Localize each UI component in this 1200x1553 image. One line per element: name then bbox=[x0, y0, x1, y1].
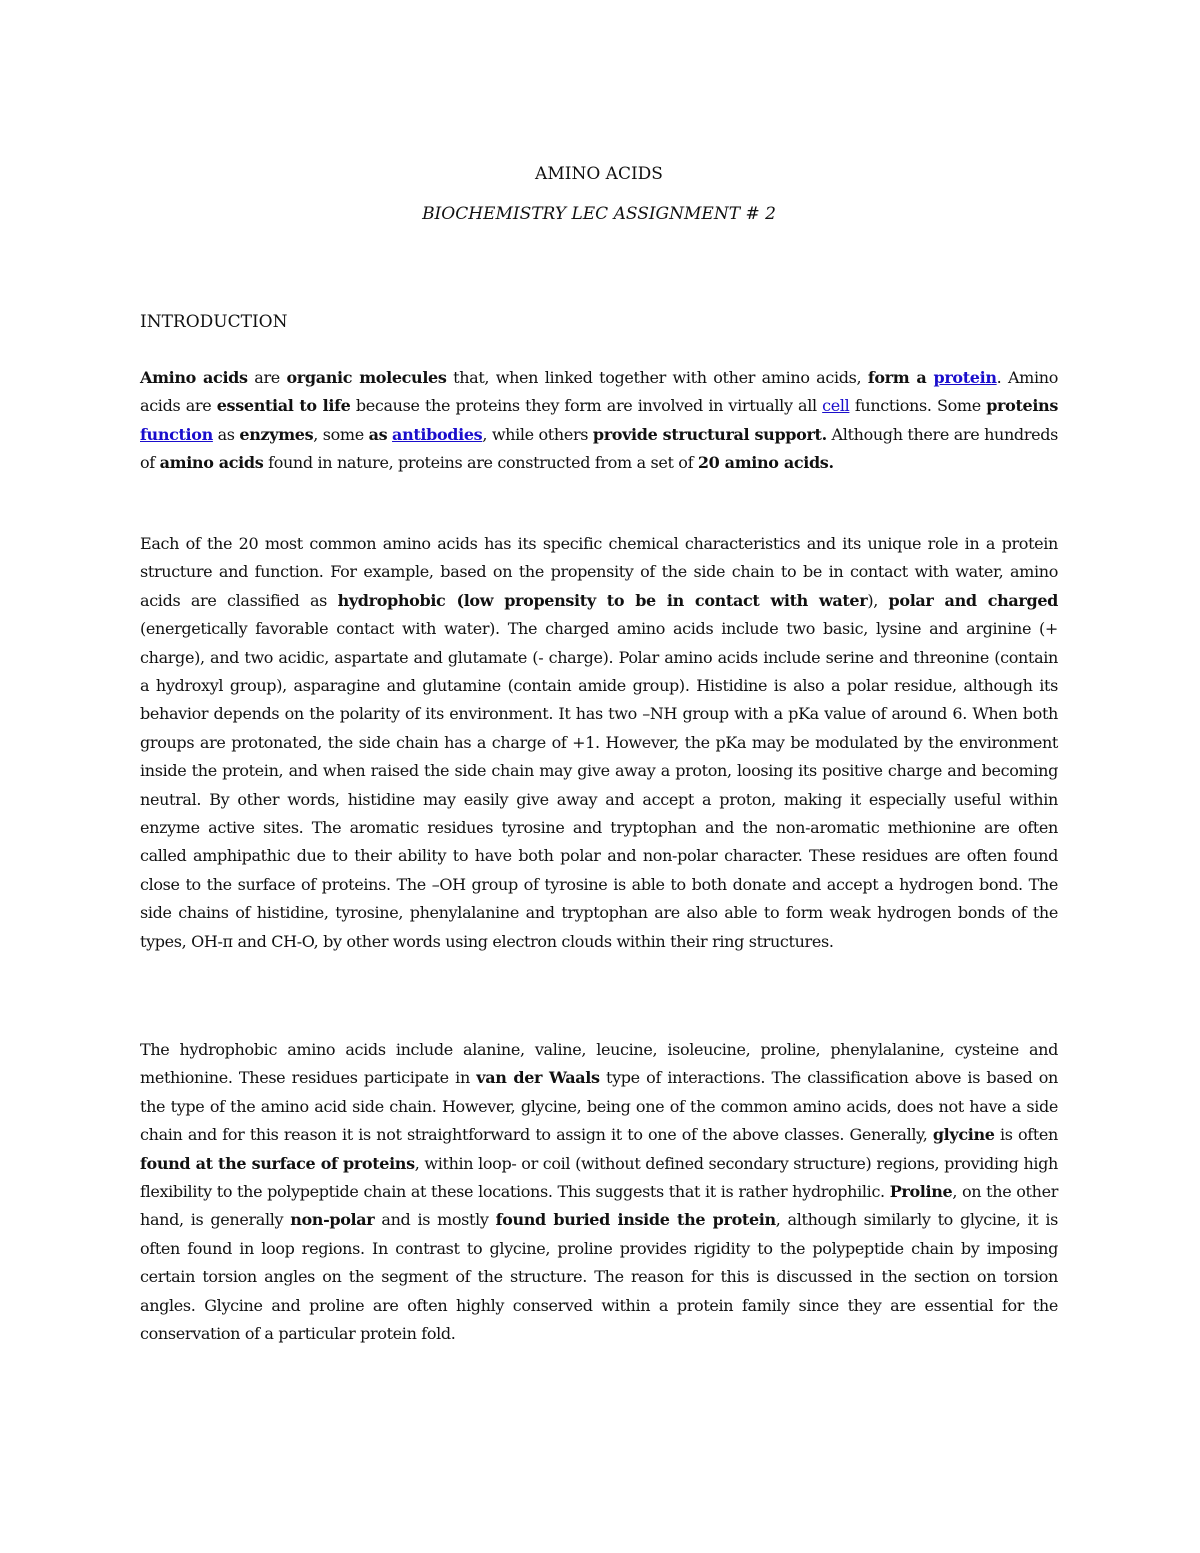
document-subtitle: BIOCHEMISTRY LEC ASSIGNMENT # 2 bbox=[422, 204, 776, 224]
term-found-at-surface: found at the surface of proteins bbox=[140, 1153, 415, 1173]
term-proteins: proteins bbox=[986, 396, 1058, 416]
text-run: (energetically favorable contact with water). The charged amino acids include two basic, lysine and arginine (+ charge), and two acidic, aspartate and glutamate (- charge). Polar amino acids include serine and threonine (contain a hydroxyl group), asparagine and glutamine (contain amide group). Histidine is also a polar residue, although its behavior depends on the polarity of its environment. It has two –NH group with a pKa value of around 6. When both groups are protonated, the side chain has a charge of +1. However, the pKa may be modulated by the environment inside the protein, and when raised the side chain may give away a proton, loosing its positive charge and becoming neutral. By other words, histidine may easily give away and accept a proton, making it especially useful within enzyme active sites. The aromatic residues tyrosine and tryptophan and the non-aromatic methionine are often called amphipathic due to their ability to have both polar and non-polar character. These residues are often found close to the surface of proteins. The –OH group of tyrosine is able to both donate and accept a hydrogen bond. The side chains of histidine, tyrosine, phenylalanine and tryptophan are also able to form weak hydrogen bonds of the types, OH-π and CH-O, by other words using electron clouds within their ring structures. bbox=[140, 619, 1058, 951]
text-run: Each of the 20 most common amino acids has its specific chemical characteristics and its unique role in a protein structure and function. For example, based on the propensity of the side chain to be in contact with water, amino acids are classified as bbox=[140, 534, 1058, 610]
term-hydrophobic: hydrophobic (low propensity to be in contact with water bbox=[337, 590, 868, 610]
text-run: , on the other hand, is generally bbox=[140, 1182, 1058, 1230]
paragraph-introduction bbox=[140, 364, 1058, 478]
text-run: and is mostly bbox=[374, 1210, 496, 1230]
paragraph-hydrophobic bbox=[140, 1036, 1058, 1348]
paragraph-classification bbox=[140, 530, 1058, 956]
text-run: type of interactions. The classification above is based on the type of the amino acid side chain. However, glycine, being one of the common amino acids, does not have a side chain and for this reason it is not straightforward to assign it to one of the above classes. Generally, bbox=[140, 1068, 1058, 1145]
text-run: , within loop- or coil (without defined secondary structure) regions, providing high flexibility to the polypeptide chain at these locations. This suggests that it is rather hydrophilic. bbox=[140, 1153, 1059, 1202]
text-run: Although there are hundreds of bbox=[140, 424, 1058, 473]
term-found-buried: found buried inside the protein bbox=[495, 1210, 776, 1230]
term-organic-molecules: organic molecules bbox=[286, 368, 447, 387]
text-run: . Amino acids are bbox=[140, 368, 1058, 416]
term-glycine: glycine bbox=[932, 1125, 995, 1145]
text-run: , although similarly to glycine, it is often found in loop regions. In contrast to glycine, proline provides rigidity to the polypeptide chain by imposing certain torsion angles on the segment of the structure. The reason for this is discussed in the section on torsion angles. Glycine and proline are often highly conserved within a protein family since they are essential for the conservation of a particular protein fold. bbox=[140, 1210, 1058, 1344]
text-run: , while others bbox=[482, 424, 593, 444]
term-polar-and-charged: polar and charged bbox=[888, 590, 1058, 610]
term-enzymes: enzymes bbox=[239, 424, 314, 444]
text-run: are bbox=[247, 368, 287, 387]
term-provide-structural-support: provide structural support. bbox=[592, 424, 827, 444]
term-essential-to-life: essential to life bbox=[216, 396, 351, 416]
term-amino-acids: Amino acids bbox=[140, 368, 248, 387]
term-form-a: form a bbox=[867, 368, 934, 387]
text-run: functions. Some bbox=[849, 396, 987, 416]
text-run: as bbox=[212, 424, 240, 444]
document-title: AMINO ACIDS bbox=[535, 164, 663, 184]
term-20-amino-acids: 20 amino acids. bbox=[697, 453, 834, 473]
link-antibodies[interactable]: antibodies bbox=[392, 424, 483, 444]
text-run: is often bbox=[994, 1125, 1058, 1145]
text-run: , some bbox=[313, 424, 369, 444]
term-non-polar: non-polar bbox=[290, 1210, 375, 1230]
term-amino-acids-2: amino acids bbox=[159, 453, 264, 473]
link-function[interactable]: function bbox=[140, 424, 213, 444]
term-as: as bbox=[368, 424, 388, 444]
text-run: found in nature, proteins are constructed from a set of bbox=[263, 453, 698, 473]
term-proline: Proline bbox=[889, 1182, 953, 1202]
text-run: ), bbox=[867, 590, 889, 610]
text-run: because the proteins they form are involved in virtually all bbox=[350, 396, 823, 416]
text-run: The hydrophobic amino acids include alanine, valine, leucine, isoleucine, proline, phenylalanine, cysteine and methionine. These residues participate in bbox=[140, 1040, 1058, 1088]
text-run: that, when linked together with other amino acids, bbox=[446, 368, 868, 387]
term-van-der-waals: van der Waals bbox=[476, 1068, 600, 1088]
link-protein[interactable]: protein bbox=[933, 368, 997, 387]
link-cell[interactable]: cell bbox=[822, 396, 850, 416]
section-heading-introduction: INTRODUCTION bbox=[140, 312, 288, 332]
